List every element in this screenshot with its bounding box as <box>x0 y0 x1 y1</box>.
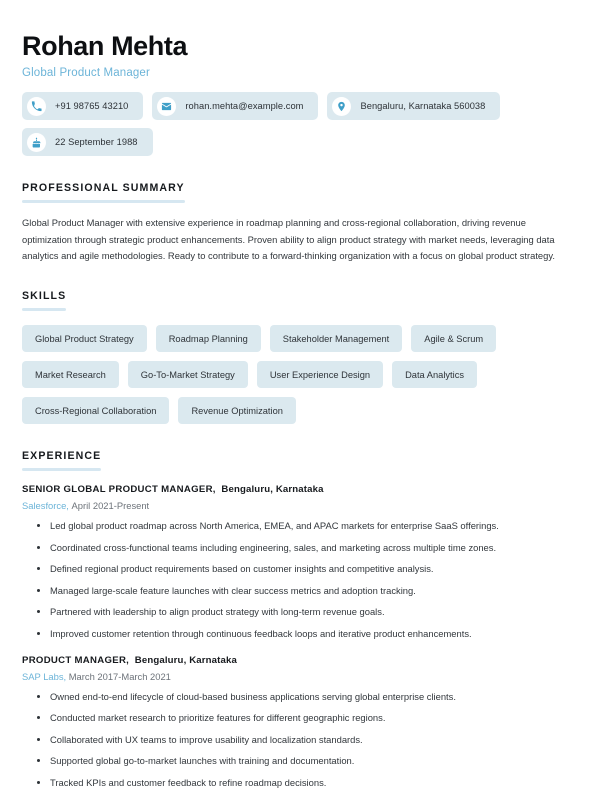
contact-chip-label: 22 September 1988 <box>55 137 138 148</box>
skills-chip-list <box>22 325 588 424</box>
contact-chip-row <box>22 92 590 156</box>
section-experience <box>22 446 590 790</box>
experience-company: SAP Labs, <box>22 670 67 682</box>
experience-company: Salesforce, <box>22 500 69 512</box>
experience-bullet: Defined regional product requirements based on customer insights and competitive analysis. <box>22 561 590 576</box>
skill-chip: Agile & Scrum <box>411 325 496 352</box>
experience-role-heading <box>22 655 590 666</box>
candidate-job-title: Global Product Manager <box>22 67 150 80</box>
section-title-skills: SKILLS <box>22 290 67 303</box>
experience-bullet: Coordinated cross-functional teams including engineering, sales, and marketing across multiple time zones. <box>22 540 590 555</box>
skill-chip: Data Analytics <box>392 361 477 388</box>
location-pin-icon <box>332 97 351 116</box>
skill-chip: Roadmap Planning <box>156 325 261 352</box>
contact-chip-label: rohan.mehta@example.com <box>185 101 304 112</box>
section-professional-summary <box>22 178 590 264</box>
section-heading-block <box>22 450 101 471</box>
experience-bullet: Managed large-scale feature launches with clear success metrics and adoption tracking. <box>22 583 590 598</box>
experience-bullet: Partnered with leadership to align product strategy with long-term revenue goals. <box>22 604 590 619</box>
experience-entry <box>22 484 590 641</box>
experience-bullet: Collaborated with UX teams to improve usability and localization standards. <box>22 732 590 747</box>
experience-role-heading <box>22 484 590 495</box>
experience-dates: March 2017-March 2021 <box>68 670 171 682</box>
experience-bullet: Supported global go-to-market launches with training and documentation. <box>22 753 590 768</box>
section-heading-block <box>22 182 185 203</box>
contact-chip-label: +91 98765 43210 <box>55 101 129 112</box>
experience-bullet-list <box>22 689 590 790</box>
candidate-name: Rohan Mehta <box>22 31 188 61</box>
skill-chip: Stakeholder Management <box>270 325 402 352</box>
contact-chip[interactable] <box>22 128 153 156</box>
skill-chip: Cross-Regional Collaboration <box>22 397 169 424</box>
experience-bullet: Tracked KPIs and customer feedback to refine roadmap decisions. <box>22 775 590 790</box>
experience-dates: April 2021-Present <box>71 500 150 512</box>
experience-meta <box>22 671 590 682</box>
section-skills <box>22 286 590 424</box>
section-title-experience: EXPERIENCE <box>22 450 102 463</box>
skill-chip: Global Product Strategy <box>22 325 147 352</box>
section-title-summary: PROFESSIONAL SUMMARY <box>22 182 185 195</box>
contact-chip[interactable] <box>22 92 143 120</box>
resume-header <box>22 26 590 156</box>
contact-chip[interactable] <box>152 92 318 120</box>
experience-bullet: Led global product roadmap across North America, EMEA, and APAC markets for enterprise SaaS offerings. <box>22 518 590 533</box>
skill-chip: Market Research <box>22 361 119 388</box>
experience-role-title: PRODUCT MANAGER, <box>22 654 130 666</box>
contact-chip-label: Bengaluru, Karnataka 560038 <box>360 101 486 112</box>
experience-job-list <box>22 484 590 790</box>
skill-chip: Go-To-Market Strategy <box>128 361 248 388</box>
section-heading-block <box>22 290 66 311</box>
section-underline <box>22 468 101 471</box>
experience-bullet: Improved customer retention through continuous feedback loops and iterative product enhancements. <box>22 626 590 641</box>
experience-bullet: Conducted market research to prioritize features for different geographic regions. <box>22 710 590 725</box>
birthday-cake-icon <box>27 133 46 152</box>
phone-icon <box>27 97 46 116</box>
skill-chip: Revenue Optimization <box>178 397 295 424</box>
summary-paragraph: Global Product Manager with extensive experience in roadmap planning and cross-regional collaboration, driving revenue optimization through strategic product enhancements. Proven ability to align product strategy with market needs, leveraging data analytics and agile methodologies. Ready to contribute to a forward-thinking organization with a focus on global product strategy. <box>22 217 555 261</box>
experience-location: Bengaluru, Karnataka <box>221 484 324 496</box>
experience-bullet: Owned end-to-end lifecycle of cloud-based business applications serving global enterprise clients. <box>22 689 590 704</box>
experience-location: Bengaluru, Karnataka <box>134 654 237 666</box>
section-underline <box>22 200 185 203</box>
skill-chip: User Experience Design <box>257 361 383 388</box>
experience-entry <box>22 655 590 790</box>
experience-role-title: SENIOR GLOBAL PRODUCT MANAGER, <box>22 484 216 496</box>
contact-chip[interactable] <box>327 92 500 120</box>
experience-bullet-list <box>22 518 590 641</box>
section-underline <box>22 308 66 311</box>
experience-meta <box>22 500 590 511</box>
email-icon <box>157 97 176 116</box>
